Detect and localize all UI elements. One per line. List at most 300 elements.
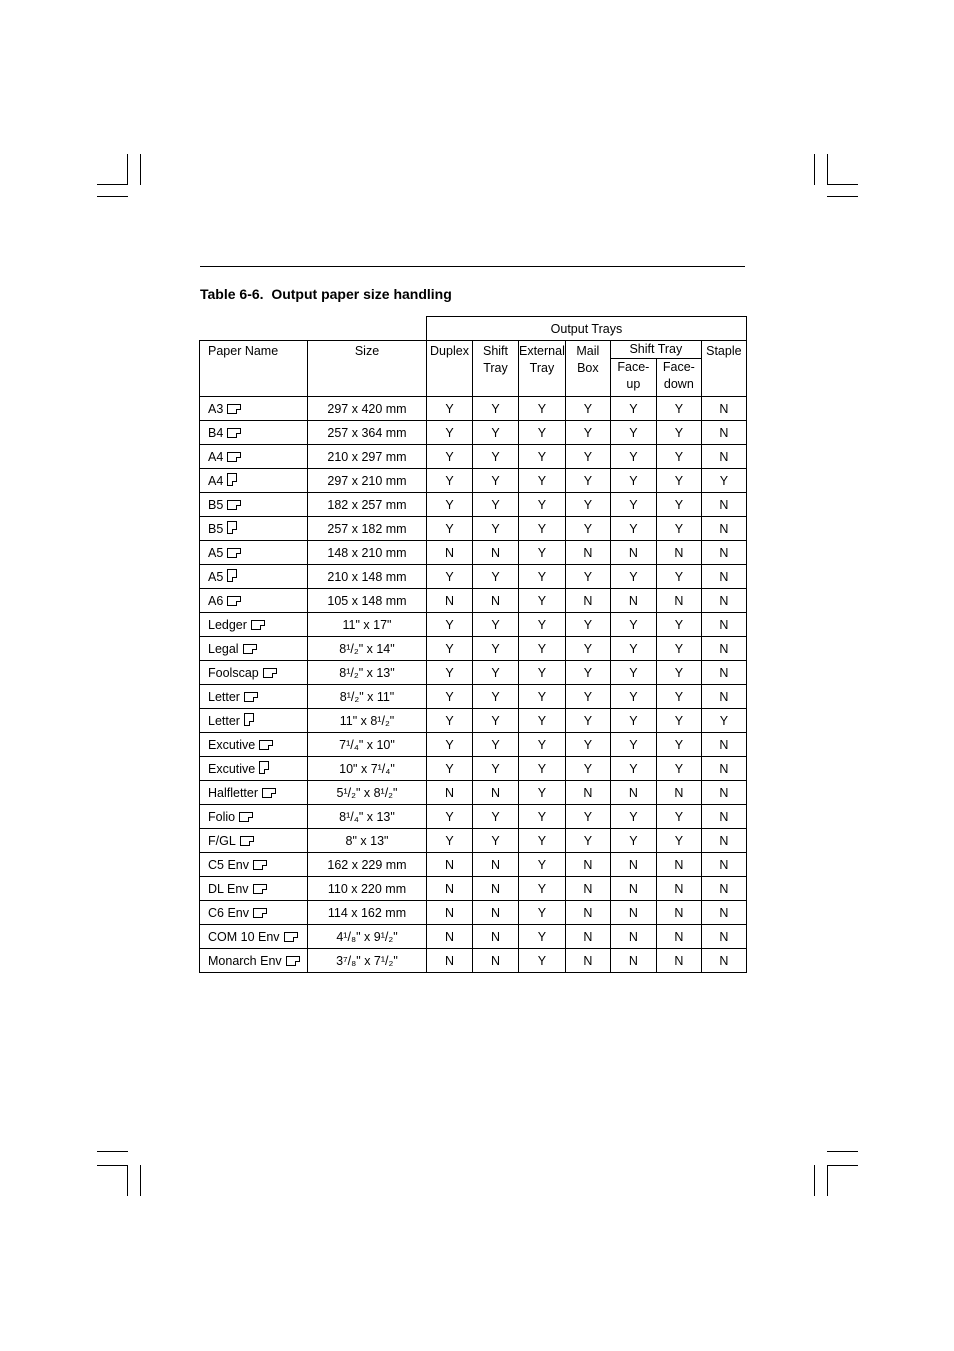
face-down-cell: N bbox=[656, 925, 701, 949]
external-tray-cell: Y bbox=[519, 613, 566, 637]
face-up-cell: N bbox=[610, 949, 656, 973]
face-down-cell: N bbox=[656, 853, 701, 877]
paper-name-cell bbox=[200, 757, 308, 781]
mail-box-cell: N bbox=[565, 925, 610, 949]
external-tray-cell: Y bbox=[519, 685, 566, 709]
duplex-cell: N bbox=[427, 925, 473, 949]
face-down-cell: Y bbox=[656, 805, 701, 829]
output-paper-size-table bbox=[199, 316, 747, 973]
header-size: Size bbox=[308, 341, 427, 397]
face-up-cell: Y bbox=[610, 685, 656, 709]
paper-name: B5 bbox=[208, 497, 224, 512]
table-row bbox=[200, 469, 747, 493]
portrait-orientation-icon bbox=[244, 713, 254, 726]
header-blank bbox=[200, 317, 427, 341]
face-down-cell: N bbox=[656, 949, 701, 973]
paper-name: Excutive bbox=[208, 737, 256, 752]
staple-cell: N bbox=[701, 661, 746, 685]
face-up-cell: Y bbox=[610, 565, 656, 589]
crop-mark bbox=[97, 1151, 128, 1152]
duplex-cell: Y bbox=[427, 637, 473, 661]
staple-cell: N bbox=[701, 541, 746, 565]
landscape-orientation-icon bbox=[239, 812, 253, 822]
landscape-orientation-icon bbox=[284, 932, 298, 942]
paper-name: C6 Env bbox=[208, 905, 249, 920]
paper-name-cell bbox=[200, 901, 308, 925]
paper-name: Ledger bbox=[208, 617, 247, 632]
mail-box-cell: N bbox=[565, 541, 610, 565]
size-cell: 7¹/₄" x 10" bbox=[308, 733, 427, 757]
paper-name-cell bbox=[200, 853, 308, 877]
staple-cell: N bbox=[701, 613, 746, 637]
landscape-orientation-icon bbox=[227, 596, 241, 606]
size-cell: 11" x 17" bbox=[308, 613, 427, 637]
landscape-orientation-icon bbox=[263, 668, 277, 678]
face-down-cell: Y bbox=[656, 421, 701, 445]
shift-tray-cell: Y bbox=[473, 517, 519, 541]
face-up-cell: Y bbox=[610, 637, 656, 661]
face-up-cell: N bbox=[610, 781, 656, 805]
staple-cell: N bbox=[701, 397, 746, 421]
table-row bbox=[200, 733, 747, 757]
mail-box-cell: Y bbox=[565, 685, 610, 709]
mail-box-cell: N bbox=[565, 853, 610, 877]
table-row bbox=[200, 709, 747, 733]
external-tray-cell: Y bbox=[519, 805, 566, 829]
paper-name: Foolscap bbox=[208, 665, 259, 680]
external-tray-cell: Y bbox=[519, 589, 566, 613]
duplex-cell: Y bbox=[427, 829, 473, 853]
shift-tray-cell: Y bbox=[473, 613, 519, 637]
shift-tray-cell: N bbox=[473, 877, 519, 901]
external-tray-cell: Y bbox=[519, 397, 566, 421]
paper-name: B4 bbox=[208, 425, 224, 440]
face-down-cell: Y bbox=[656, 829, 701, 853]
staple-cell: N bbox=[701, 949, 746, 973]
external-tray-cell: Y bbox=[519, 421, 566, 445]
shift-tray-cell: Y bbox=[473, 661, 519, 685]
size-cell: 110 x 220 mm bbox=[308, 877, 427, 901]
face-down-cell: Y bbox=[656, 517, 701, 541]
face-up-cell: Y bbox=[610, 829, 656, 853]
face-up-cell: N bbox=[610, 877, 656, 901]
external-tray-cell: Y bbox=[519, 637, 566, 661]
landscape-orientation-icon bbox=[286, 956, 300, 966]
external-tray-cell: Y bbox=[519, 445, 566, 469]
mail-box-cell: Y bbox=[565, 733, 610, 757]
size-cell: 257 x 364 mm bbox=[308, 421, 427, 445]
external-tray-cell: Y bbox=[519, 757, 566, 781]
crop-mark bbox=[97, 184, 128, 185]
face-up-cell: Y bbox=[610, 805, 656, 829]
table-row bbox=[200, 565, 747, 589]
crop-mark bbox=[827, 184, 858, 185]
shift-tray-cell: Y bbox=[473, 397, 519, 421]
face-down-cell: N bbox=[656, 877, 701, 901]
staple-cell: N bbox=[701, 421, 746, 445]
staple-cell: N bbox=[701, 565, 746, 589]
landscape-orientation-icon bbox=[253, 884, 267, 894]
header-output-trays: Output Trays bbox=[427, 317, 747, 341]
paper-name-cell bbox=[200, 685, 308, 709]
table-row bbox=[200, 757, 747, 781]
table-row bbox=[200, 445, 747, 469]
size-cell: 162 x 229 mm bbox=[308, 853, 427, 877]
crop-mark bbox=[127, 1165, 128, 1196]
paper-name: Excutive bbox=[208, 762, 256, 776]
shift-tray-cell: N bbox=[473, 541, 519, 565]
duplex-cell: Y bbox=[427, 757, 473, 781]
duplex-cell: Y bbox=[427, 469, 473, 493]
shift-tray-cell: Y bbox=[473, 805, 519, 829]
staple-cell: N bbox=[701, 781, 746, 805]
table-row bbox=[200, 493, 747, 517]
paper-name-cell bbox=[200, 613, 308, 637]
mail-box-cell: N bbox=[565, 949, 610, 973]
staple-cell: N bbox=[701, 493, 746, 517]
face-up-cell: Y bbox=[610, 421, 656, 445]
paper-name: COM 10 Env bbox=[208, 929, 280, 944]
external-tray-cell: Y bbox=[519, 469, 566, 493]
duplex-cell: Y bbox=[427, 445, 473, 469]
duplex-cell: Y bbox=[427, 493, 473, 517]
paper-name: DL Env bbox=[208, 881, 249, 896]
table-row bbox=[200, 805, 747, 829]
table-row bbox=[200, 589, 747, 613]
landscape-orientation-icon bbox=[253, 908, 267, 918]
shift-tray-cell: N bbox=[473, 781, 519, 805]
mail-box-cell: Y bbox=[565, 445, 610, 469]
portrait-orientation-icon bbox=[227, 473, 237, 486]
staple-cell: N bbox=[701, 637, 746, 661]
shift-tray-cell: N bbox=[473, 589, 519, 613]
mail-box-cell: N bbox=[565, 781, 610, 805]
shift-tray-cell: Y bbox=[473, 445, 519, 469]
staple-cell: N bbox=[701, 877, 746, 901]
header-shift-tray: Shift Tray bbox=[473, 341, 519, 397]
paper-name: A5 bbox=[208, 545, 224, 560]
size-cell: 11" x 8¹/₂" bbox=[308, 709, 427, 733]
duplex-cell: N bbox=[427, 853, 473, 877]
external-tray-cell: Y bbox=[519, 733, 566, 757]
crop-mark bbox=[814, 1165, 815, 1196]
mail-box-cell: Y bbox=[565, 709, 610, 733]
paper-name: B5 bbox=[208, 522, 224, 536]
paper-name-cell bbox=[200, 445, 308, 469]
header-rule bbox=[200, 266, 745, 267]
size-cell: 5¹/₂" x 8¹/₂" bbox=[308, 781, 427, 805]
face-down-cell: Y bbox=[656, 565, 701, 589]
landscape-orientation-icon bbox=[262, 788, 276, 798]
paper-name-cell bbox=[200, 709, 308, 733]
face-up-cell: Y bbox=[610, 733, 656, 757]
staple-cell: N bbox=[701, 901, 746, 925]
crop-mark bbox=[827, 154, 828, 185]
face-down-cell: N bbox=[656, 541, 701, 565]
header-face-up: Face- up bbox=[610, 359, 656, 397]
face-up-cell: N bbox=[610, 853, 656, 877]
face-up-cell: N bbox=[610, 925, 656, 949]
paper-name: C5 Env bbox=[208, 857, 249, 872]
external-tray-cell: Y bbox=[519, 541, 566, 565]
shift-tray-cell: Y bbox=[473, 733, 519, 757]
face-up-cell: N bbox=[610, 901, 656, 925]
paper-name: A4 bbox=[208, 449, 224, 464]
mail-box-cell: Y bbox=[565, 421, 610, 445]
table-row bbox=[200, 637, 747, 661]
shift-tray-cell: Y bbox=[473, 469, 519, 493]
paper-name: Monarch Env bbox=[208, 953, 282, 968]
paper-name-cell bbox=[200, 589, 308, 613]
header-staple: Staple bbox=[701, 341, 746, 397]
crop-mark bbox=[827, 1151, 858, 1152]
staple-cell: N bbox=[701, 517, 746, 541]
size-cell: 8" x 13" bbox=[308, 829, 427, 853]
external-tray-cell: Y bbox=[519, 781, 566, 805]
paper-name: Halfletter bbox=[208, 785, 259, 800]
external-tray-cell: Y bbox=[519, 949, 566, 973]
paper-name: A6 bbox=[208, 593, 224, 608]
paper-name-cell bbox=[200, 541, 308, 565]
mail-box-cell: Y bbox=[565, 517, 610, 541]
duplex-cell: Y bbox=[427, 661, 473, 685]
face-up-cell: Y bbox=[610, 445, 656, 469]
face-up-cell: Y bbox=[610, 397, 656, 421]
paper-name: Letter bbox=[208, 689, 240, 704]
staple-cell: N bbox=[701, 829, 746, 853]
shift-tray-cell: Y bbox=[473, 421, 519, 445]
size-cell: 297 x 210 mm bbox=[308, 469, 427, 493]
duplex-cell: N bbox=[427, 541, 473, 565]
face-up-cell: Y bbox=[610, 517, 656, 541]
face-up-cell: N bbox=[610, 589, 656, 613]
shift-tray-cell: Y bbox=[473, 493, 519, 517]
table-row bbox=[200, 421, 747, 445]
table-row bbox=[200, 613, 747, 637]
landscape-orientation-icon bbox=[253, 860, 267, 870]
external-tray-cell: Y bbox=[519, 901, 566, 925]
paper-name-cell bbox=[200, 493, 308, 517]
face-up-cell: Y bbox=[610, 493, 656, 517]
duplex-cell: Y bbox=[427, 733, 473, 757]
face-up-cell: Y bbox=[610, 613, 656, 637]
staple-cell: N bbox=[701, 925, 746, 949]
table-row bbox=[200, 781, 747, 805]
staple-cell: Y bbox=[701, 709, 746, 733]
shift-tray-cell: N bbox=[473, 949, 519, 973]
size-cell: 114 x 162 mm bbox=[308, 901, 427, 925]
face-up-cell: N bbox=[610, 541, 656, 565]
table-row bbox=[200, 877, 747, 901]
size-cell: 8¹/₂" x 13" bbox=[308, 661, 427, 685]
crop-mark bbox=[140, 154, 141, 185]
landscape-orientation-icon bbox=[244, 692, 258, 702]
size-cell: 8¹/₂" x 11" bbox=[308, 685, 427, 709]
paper-name-cell bbox=[200, 781, 308, 805]
external-tray-cell: Y bbox=[519, 877, 566, 901]
paper-name: A3 bbox=[208, 401, 224, 416]
header-face-down: Face- down bbox=[656, 359, 701, 397]
table-row bbox=[200, 661, 747, 685]
shift-tray-cell: Y bbox=[473, 757, 519, 781]
face-down-cell: Y bbox=[656, 613, 701, 637]
table-row bbox=[200, 829, 747, 853]
crop-mark bbox=[97, 1165, 128, 1166]
external-tray-cell: Y bbox=[519, 709, 566, 733]
staple-cell: N bbox=[701, 445, 746, 469]
staple-cell: N bbox=[701, 853, 746, 877]
table-caption: Table 6-6. Output paper size handling bbox=[200, 286, 452, 302]
shift-tray-cell: N bbox=[473, 853, 519, 877]
mail-box-cell: Y bbox=[565, 613, 610, 637]
landscape-orientation-icon bbox=[259, 740, 273, 750]
external-tray-cell: Y bbox=[519, 829, 566, 853]
mail-box-cell: N bbox=[565, 589, 610, 613]
face-down-cell: N bbox=[656, 781, 701, 805]
external-tray-cell: Y bbox=[519, 493, 566, 517]
landscape-orientation-icon bbox=[227, 548, 241, 558]
table-row bbox=[200, 517, 747, 541]
external-tray-cell: Y bbox=[519, 853, 566, 877]
paper-name: A4 bbox=[208, 474, 224, 488]
paper-name-cell bbox=[200, 469, 308, 493]
face-down-cell: Y bbox=[656, 637, 701, 661]
face-down-cell: Y bbox=[656, 445, 701, 469]
staple-cell: N bbox=[701, 589, 746, 613]
staple-cell: N bbox=[701, 757, 746, 781]
landscape-orientation-icon bbox=[227, 500, 241, 510]
header-mail-box: Mail Box bbox=[565, 341, 610, 397]
mail-box-cell: Y bbox=[565, 661, 610, 685]
header-paper-name: Paper Name bbox=[200, 341, 308, 397]
header-shift-tray-group: Shift Tray bbox=[610, 341, 701, 359]
face-down-cell: Y bbox=[656, 709, 701, 733]
mail-box-cell: N bbox=[565, 877, 610, 901]
mail-box-cell: Y bbox=[565, 637, 610, 661]
staple-cell: Y bbox=[701, 469, 746, 493]
size-cell: 4¹/₈" x 9¹/₂" bbox=[308, 925, 427, 949]
paper-name-cell bbox=[200, 421, 308, 445]
crop-mark bbox=[140, 1165, 141, 1196]
paper-name: F/GL bbox=[208, 833, 236, 848]
shift-tray-cell: N bbox=[473, 925, 519, 949]
size-cell: 148 x 210 mm bbox=[308, 541, 427, 565]
mail-box-cell: Y bbox=[565, 493, 610, 517]
crop-mark bbox=[827, 1165, 858, 1166]
face-up-cell: Y bbox=[610, 709, 656, 733]
paper-name-cell bbox=[200, 637, 308, 661]
external-tray-cell: Y bbox=[519, 565, 566, 589]
size-cell: 297 x 420 mm bbox=[308, 397, 427, 421]
face-down-cell: Y bbox=[656, 757, 701, 781]
portrait-orientation-icon bbox=[227, 521, 237, 534]
shift-tray-cell: Y bbox=[473, 685, 519, 709]
duplex-cell: N bbox=[427, 589, 473, 613]
crop-mark bbox=[827, 196, 858, 197]
header-duplex: Duplex bbox=[427, 341, 473, 397]
duplex-cell: Y bbox=[427, 685, 473, 709]
face-down-cell: Y bbox=[656, 661, 701, 685]
face-down-cell: Y bbox=[656, 733, 701, 757]
duplex-cell: Y bbox=[427, 517, 473, 541]
table-row bbox=[200, 541, 747, 565]
size-cell: 210 x 148 mm bbox=[308, 565, 427, 589]
shift-tray-cell: N bbox=[473, 901, 519, 925]
face-down-cell: N bbox=[656, 589, 701, 613]
face-down-cell: Y bbox=[656, 397, 701, 421]
face-up-cell: Y bbox=[610, 661, 656, 685]
duplex-cell: Y bbox=[427, 709, 473, 733]
paper-name-cell bbox=[200, 661, 308, 685]
paper-name-cell bbox=[200, 877, 308, 901]
mail-box-cell: N bbox=[565, 901, 610, 925]
landscape-orientation-icon bbox=[227, 428, 241, 438]
crop-mark bbox=[127, 154, 128, 185]
portrait-orientation-icon bbox=[227, 569, 237, 582]
shift-tray-cell: Y bbox=[473, 709, 519, 733]
duplex-cell: N bbox=[427, 901, 473, 925]
duplex-cell: Y bbox=[427, 805, 473, 829]
duplex-cell: Y bbox=[427, 421, 473, 445]
size-cell: 8¹/₂" x 14" bbox=[308, 637, 427, 661]
face-down-cell: Y bbox=[656, 493, 701, 517]
paper-name-cell bbox=[200, 805, 308, 829]
staple-cell: N bbox=[701, 805, 746, 829]
paper-name-cell bbox=[200, 829, 308, 853]
size-cell: 182 x 257 mm bbox=[308, 493, 427, 517]
size-cell: 8¹/₄" x 13" bbox=[308, 805, 427, 829]
staple-cell: N bbox=[701, 685, 746, 709]
size-cell: 3⁷/₈" x 7¹/₂" bbox=[308, 949, 427, 973]
face-up-cell: Y bbox=[610, 757, 656, 781]
face-down-cell: Y bbox=[656, 469, 701, 493]
paper-name-cell bbox=[200, 397, 308, 421]
face-down-cell: Y bbox=[656, 685, 701, 709]
size-cell: 10" x 7¹/₄" bbox=[308, 757, 427, 781]
portrait-orientation-icon bbox=[259, 761, 269, 774]
landscape-orientation-icon bbox=[240, 836, 254, 846]
size-cell: 105 x 148 mm bbox=[308, 589, 427, 613]
paper-name-cell bbox=[200, 517, 308, 541]
external-tray-cell: Y bbox=[519, 661, 566, 685]
paper-name: Letter bbox=[208, 714, 240, 728]
crop-mark bbox=[827, 1165, 828, 1196]
duplex-cell: N bbox=[427, 949, 473, 973]
paper-name-cell bbox=[200, 565, 308, 589]
table-row bbox=[200, 949, 747, 973]
mail-box-cell: Y bbox=[565, 397, 610, 421]
crop-mark bbox=[97, 196, 128, 197]
table-row bbox=[200, 925, 747, 949]
landscape-orientation-icon bbox=[227, 452, 241, 462]
landscape-orientation-icon bbox=[227, 404, 241, 414]
duplex-cell: Y bbox=[427, 613, 473, 637]
external-tray-cell: Y bbox=[519, 925, 566, 949]
paper-name-cell bbox=[200, 925, 308, 949]
duplex-cell: N bbox=[427, 781, 473, 805]
mail-box-cell: Y bbox=[565, 565, 610, 589]
paper-name: Legal bbox=[208, 641, 239, 656]
mail-box-cell: Y bbox=[565, 829, 610, 853]
face-up-cell: Y bbox=[610, 469, 656, 493]
paper-name: Folio bbox=[208, 809, 236, 824]
size-cell: 210 x 297 mm bbox=[308, 445, 427, 469]
table-row bbox=[200, 853, 747, 877]
staple-cell: N bbox=[701, 733, 746, 757]
table-row bbox=[200, 901, 747, 925]
landscape-orientation-icon bbox=[243, 644, 257, 654]
mail-box-cell: Y bbox=[565, 757, 610, 781]
